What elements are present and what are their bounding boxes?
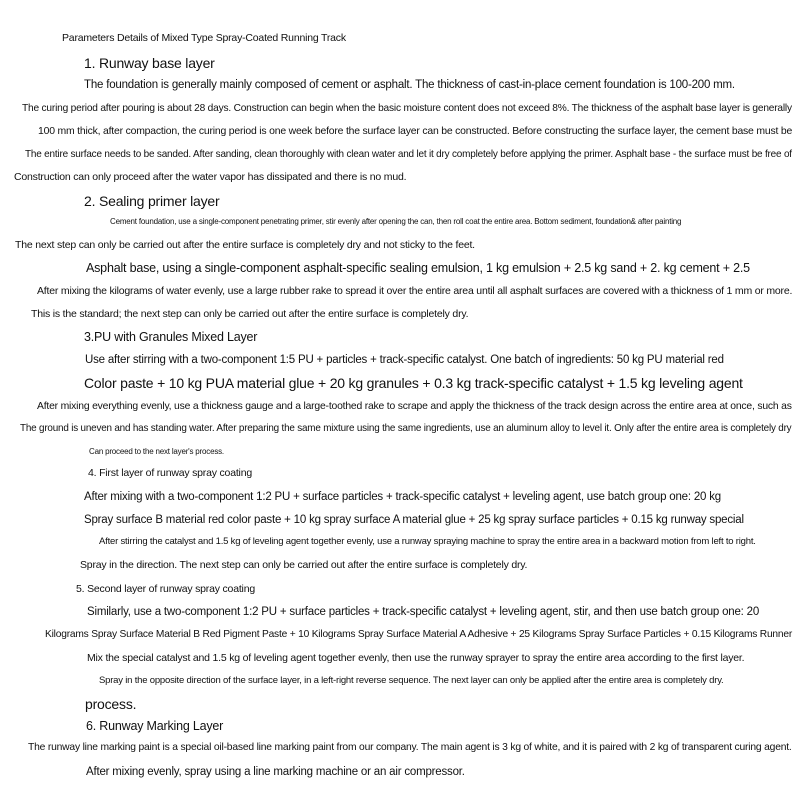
paragraph-line: After mixing with a two-component 1:2 PU + surface particles + track-specific catalyst + leveling agent, use batch group one: 20 kg — [84, 491, 721, 503]
paragraph-line: Asphalt base, using a single-component asphalt-specific sealing emulsion, 1 kg emulsion + 2.5 kg sand + 2. kg cement + 2.5 — [86, 261, 750, 275]
paragraph-line: Spray in the opposite direction of the surface layer, in a left-right reverse sequence. The next layer can only be applied after the entire area is completely dry. — [99, 675, 724, 686]
section-heading-6: 6. Runway Marking Layer — [86, 719, 224, 733]
paragraph-line: Construction can only proceed after the water vapor has dissipated and there is no mud. — [14, 171, 407, 183]
paragraph-line: The foundation is generally mainly composed of cement or asphalt. The thickness of cast-in-place cement foundation is 100-200 mm. — [84, 79, 735, 91]
paragraph-line: Spray in the direction. The next step can only be carried out after the entire surface is completely dry. — [80, 559, 528, 571]
paragraph-line: After mixing evenly, spray using a line marking machine or an air compressor. — [86, 766, 465, 778]
paragraph-line: After mixing everything evenly, use a thickness gauge and a large-toothed rake to scrape and apply the thickness of the track design across the entire area at once, such as — [37, 400, 792, 412]
paragraph-line: The curing period after pouring is about 28 days. Construction can begin when the basic moisture content does not exceed 8%. The thickness of the asphalt base layer is generally — [22, 102, 792, 114]
paragraph-line: Can proceed to the next layer's process. — [89, 447, 224, 456]
section-heading-3: 3.PU with Granules Mixed Layer — [84, 330, 258, 344]
paragraph-line: Spray surface B material red color paste + 10 kg spray surface A material glue + 25 kg spray surface particles + 0.15 kg runway special — [84, 514, 744, 526]
paragraph-line: Cement foundation, use a single-component penetrating primer, stir evenly after opening the can, then roll coat the entire area. Bottom sediment, foundation& after painting — [110, 217, 682, 226]
paragraph-line: process. — [85, 696, 137, 712]
section-heading-2: 2. Sealing primer layer — [84, 193, 220, 209]
paragraph-line: After stirring the catalyst and 1.5 kg of leveling agent together evenly, use a runway spraying machine to spray the entire area in a backward motion from left to right. — [99, 536, 756, 547]
paragraph-line: 100 mm thick, after compaction, the curing period is one week before the surface layer can be constructed. Before constructing the surface layer, the cement base must be — [38, 125, 793, 137]
paragraph-line: The runway line marking paint is a special oil-based line marking paint from our company. The main agent is 3 kg of white, and it is paired with 2 kg of transparent curing agent. — [28, 741, 792, 753]
paragraph-line: The next step can only be carried out after the entire surface is completely dry and not sticky to the feet. — [15, 239, 475, 251]
paragraph-line: Similarly, use a two-component 1:2 PU + surface particles + track-specific catalyst + leveling agent, stir, and then use batch group one: 20 — [87, 606, 760, 618]
paragraph-line: After mixing the kilograms of water evenly, use a large rubber rake to spread it over the entire area until all asphalt surfaces are covered with a thickness of 1 mm or more. — [37, 285, 793, 297]
document-title: Parameters Details of Mixed Type Spray-Coated Running Track — [62, 32, 346, 44]
section-heading-5: 5. Second layer of runway spray coating — [76, 583, 255, 595]
paragraph-line: This is the standard; the next step can only be carried out after the entire surface is completely dry. — [31, 308, 469, 320]
paragraph-line: The ground is uneven and has standing water. After preparing the same mixture using the same ingredients, use an aluminum alloy to level it. Only after the entire area is completely dry — [20, 422, 792, 434]
section-heading-4: 4. First layer of runway spray coating — [88, 467, 252, 479]
paragraph-line: Color paste + 10 kg PUA material glue + 20 kg granules + 0.3 kg track-specific catalyst + 1.5 kg leveling agent — [84, 375, 743, 391]
paragraph-line: Mix the special catalyst and 1.5 kg of leveling agent together evenly, then use the runway sprayer to spray the entire area according to the first layer. — [87, 652, 745, 664]
paragraph-line: The entire surface needs to be sanded. After sanding, clean thoroughly with clean water and let it dry completely before applying the primer. Asphalt base - the surface must be free of — [25, 148, 792, 160]
paragraph-line: Kilograms Spray Surface Material B Red Pigment Paste + 10 Kilograms Spray Surface Material A Adhesive + 25 Kilograms Spray Surface Particles + 0.15 Kilograms Runner — [45, 628, 793, 640]
section-heading-1: 1. Runway base layer — [84, 55, 215, 71]
paragraph-line: Use after stirring with a two-component 1:5 PU + particles + track-specific catalyst. One batch of ingredients: 50 kg PU material red — [85, 354, 724, 366]
